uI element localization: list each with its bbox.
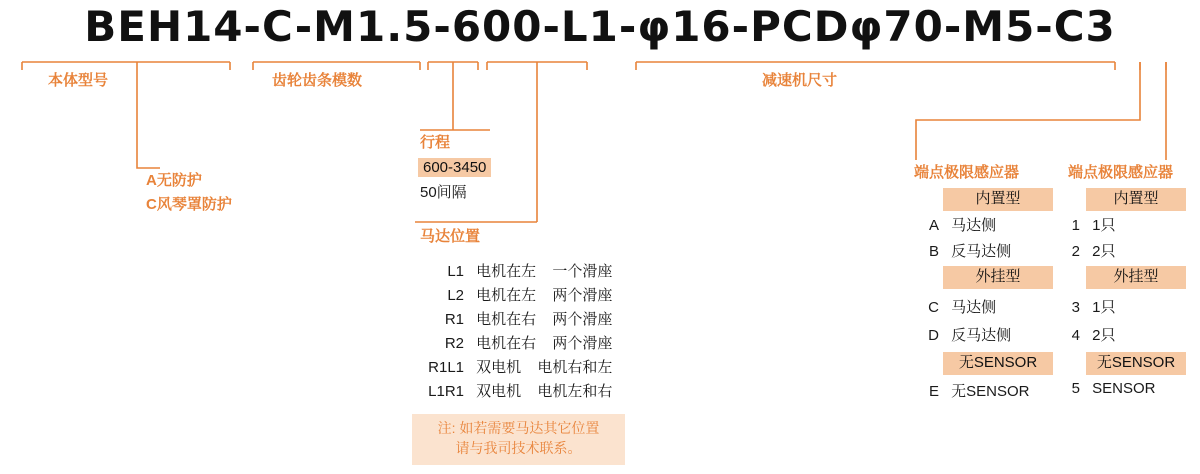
body-model-option-c: C风琴罩防护 [146,196,232,213]
sensor-left-code: E [928,383,939,400]
sensor-right-row [1068,324,1116,345]
sensor-right-code: 2 [1071,243,1080,260]
motor-position-code: L1 [447,263,464,280]
stroke-range: 600-3450 [418,158,491,177]
callout-body-model: 本体型号 [48,72,109,89]
motor-position-note-line1: 注: 如若需要马达其它位置 [437,420,600,436]
motor-position-desc: 双电机 [476,383,522,400]
callout-sensor-right-title: 端点极限感应器 [1068,164,1174,181]
motor-position-code: L2 [447,287,464,304]
callout-gear-rack-module: 齿轮齿条模数 [272,72,363,89]
motor-position-code: L1R1 [428,383,464,400]
motor-position-extra: 电机左和右 [537,383,613,400]
motor-position-note [412,414,625,465]
sensor-right-row [1068,296,1116,317]
motor-position-code: R2 [444,335,464,352]
sensor-right-code: 3 [1071,299,1080,316]
stroke-step: 50间隔 [420,184,467,201]
sensor-right-desc: SENSOR [1092,380,1156,397]
stroke-range-wrap [418,158,491,178]
sensor-right-code: 5 [1071,380,1080,397]
sensor-right-code: 4 [1071,327,1080,344]
sensor-right-desc: 2只 [1092,243,1116,260]
motor-position-note-line2: 请与我司技术联系。 [455,440,582,457]
motor-position-code: R1L1 [428,359,464,376]
callout-stroke-title: 行程 [420,134,451,151]
motor-position-row [412,308,612,329]
sensor-right-row [1068,380,1156,397]
sensor-left-desc: 无SENSOR [951,383,1030,400]
sensor-left-group1-title: 内置型 [943,188,1053,211]
sensor-left-desc: 马达侧 [951,299,997,316]
sensor-left-desc: 马达侧 [951,217,997,234]
sensor-left-row [925,240,1011,261]
motor-position-extra: 一个滑座 [552,263,613,280]
motor-position-extra: 两个滑座 [552,287,613,304]
motor-position-row [412,332,612,353]
motor-position-row [412,356,612,377]
motor-position-desc: 电机在右 [476,311,537,328]
sensor-left-row [925,380,1030,401]
sensor-left-code: A [928,217,939,234]
motor-position-row [412,284,612,305]
sensor-left-desc: 反马达侧 [951,243,1012,260]
sensor-left-code: D [928,327,939,344]
sensor-right-group3-title: 无SENSOR [1086,352,1186,375]
motor-position-extra: 两个滑座 [552,335,613,352]
motor-position-desc: 双电机 [476,359,522,376]
sensor-right-row [1068,214,1116,235]
motor-position-extra: 电机右和左 [537,359,613,376]
sensor-right-row [1068,240,1116,261]
part-number-code: BEH14-C-M1.5-600-L1-φ16-PCDφ70-M5-C3 [84,2,1116,51]
sensor-right-group1-title: 内置型 [1086,188,1186,211]
motor-position-extra: 两个滑座 [552,311,613,328]
sensor-left-code: B [928,243,939,260]
motor-position-desc: 电机在左 [476,263,537,280]
callout-reducer-size: 减速机尺寸 [762,72,838,89]
callout-motor-position-title: 马达位置 [420,228,481,245]
sensor-left-row [925,214,996,235]
body-model-option-a: A无防护 [146,172,202,189]
sensor-left-group2-title: 外挂型 [943,266,1053,289]
sensor-right-desc: 1只 [1092,299,1116,316]
sensor-left-row [925,324,1011,345]
motor-position-row [412,380,612,401]
sensor-left-desc: 反马达侧 [951,327,1012,344]
sensor-left-code: C [928,299,939,316]
callout-sensor-left-title: 端点极限感应器 [914,164,1020,181]
sensor-right-group2-title: 外挂型 [1086,266,1186,289]
sensor-right-code: 1 [1071,217,1080,234]
sensor-right-desc: 2只 [1092,327,1116,344]
motor-position-row [412,260,612,281]
motor-position-desc: 电机在右 [476,335,537,352]
motor-position-desc: 电机在左 [476,287,537,304]
sensor-left-row [925,296,996,317]
motor-position-code: R1 [444,311,464,328]
sensor-left-group3-title: 无SENSOR [943,352,1053,375]
sensor-right-desc: 1只 [1092,217,1116,234]
